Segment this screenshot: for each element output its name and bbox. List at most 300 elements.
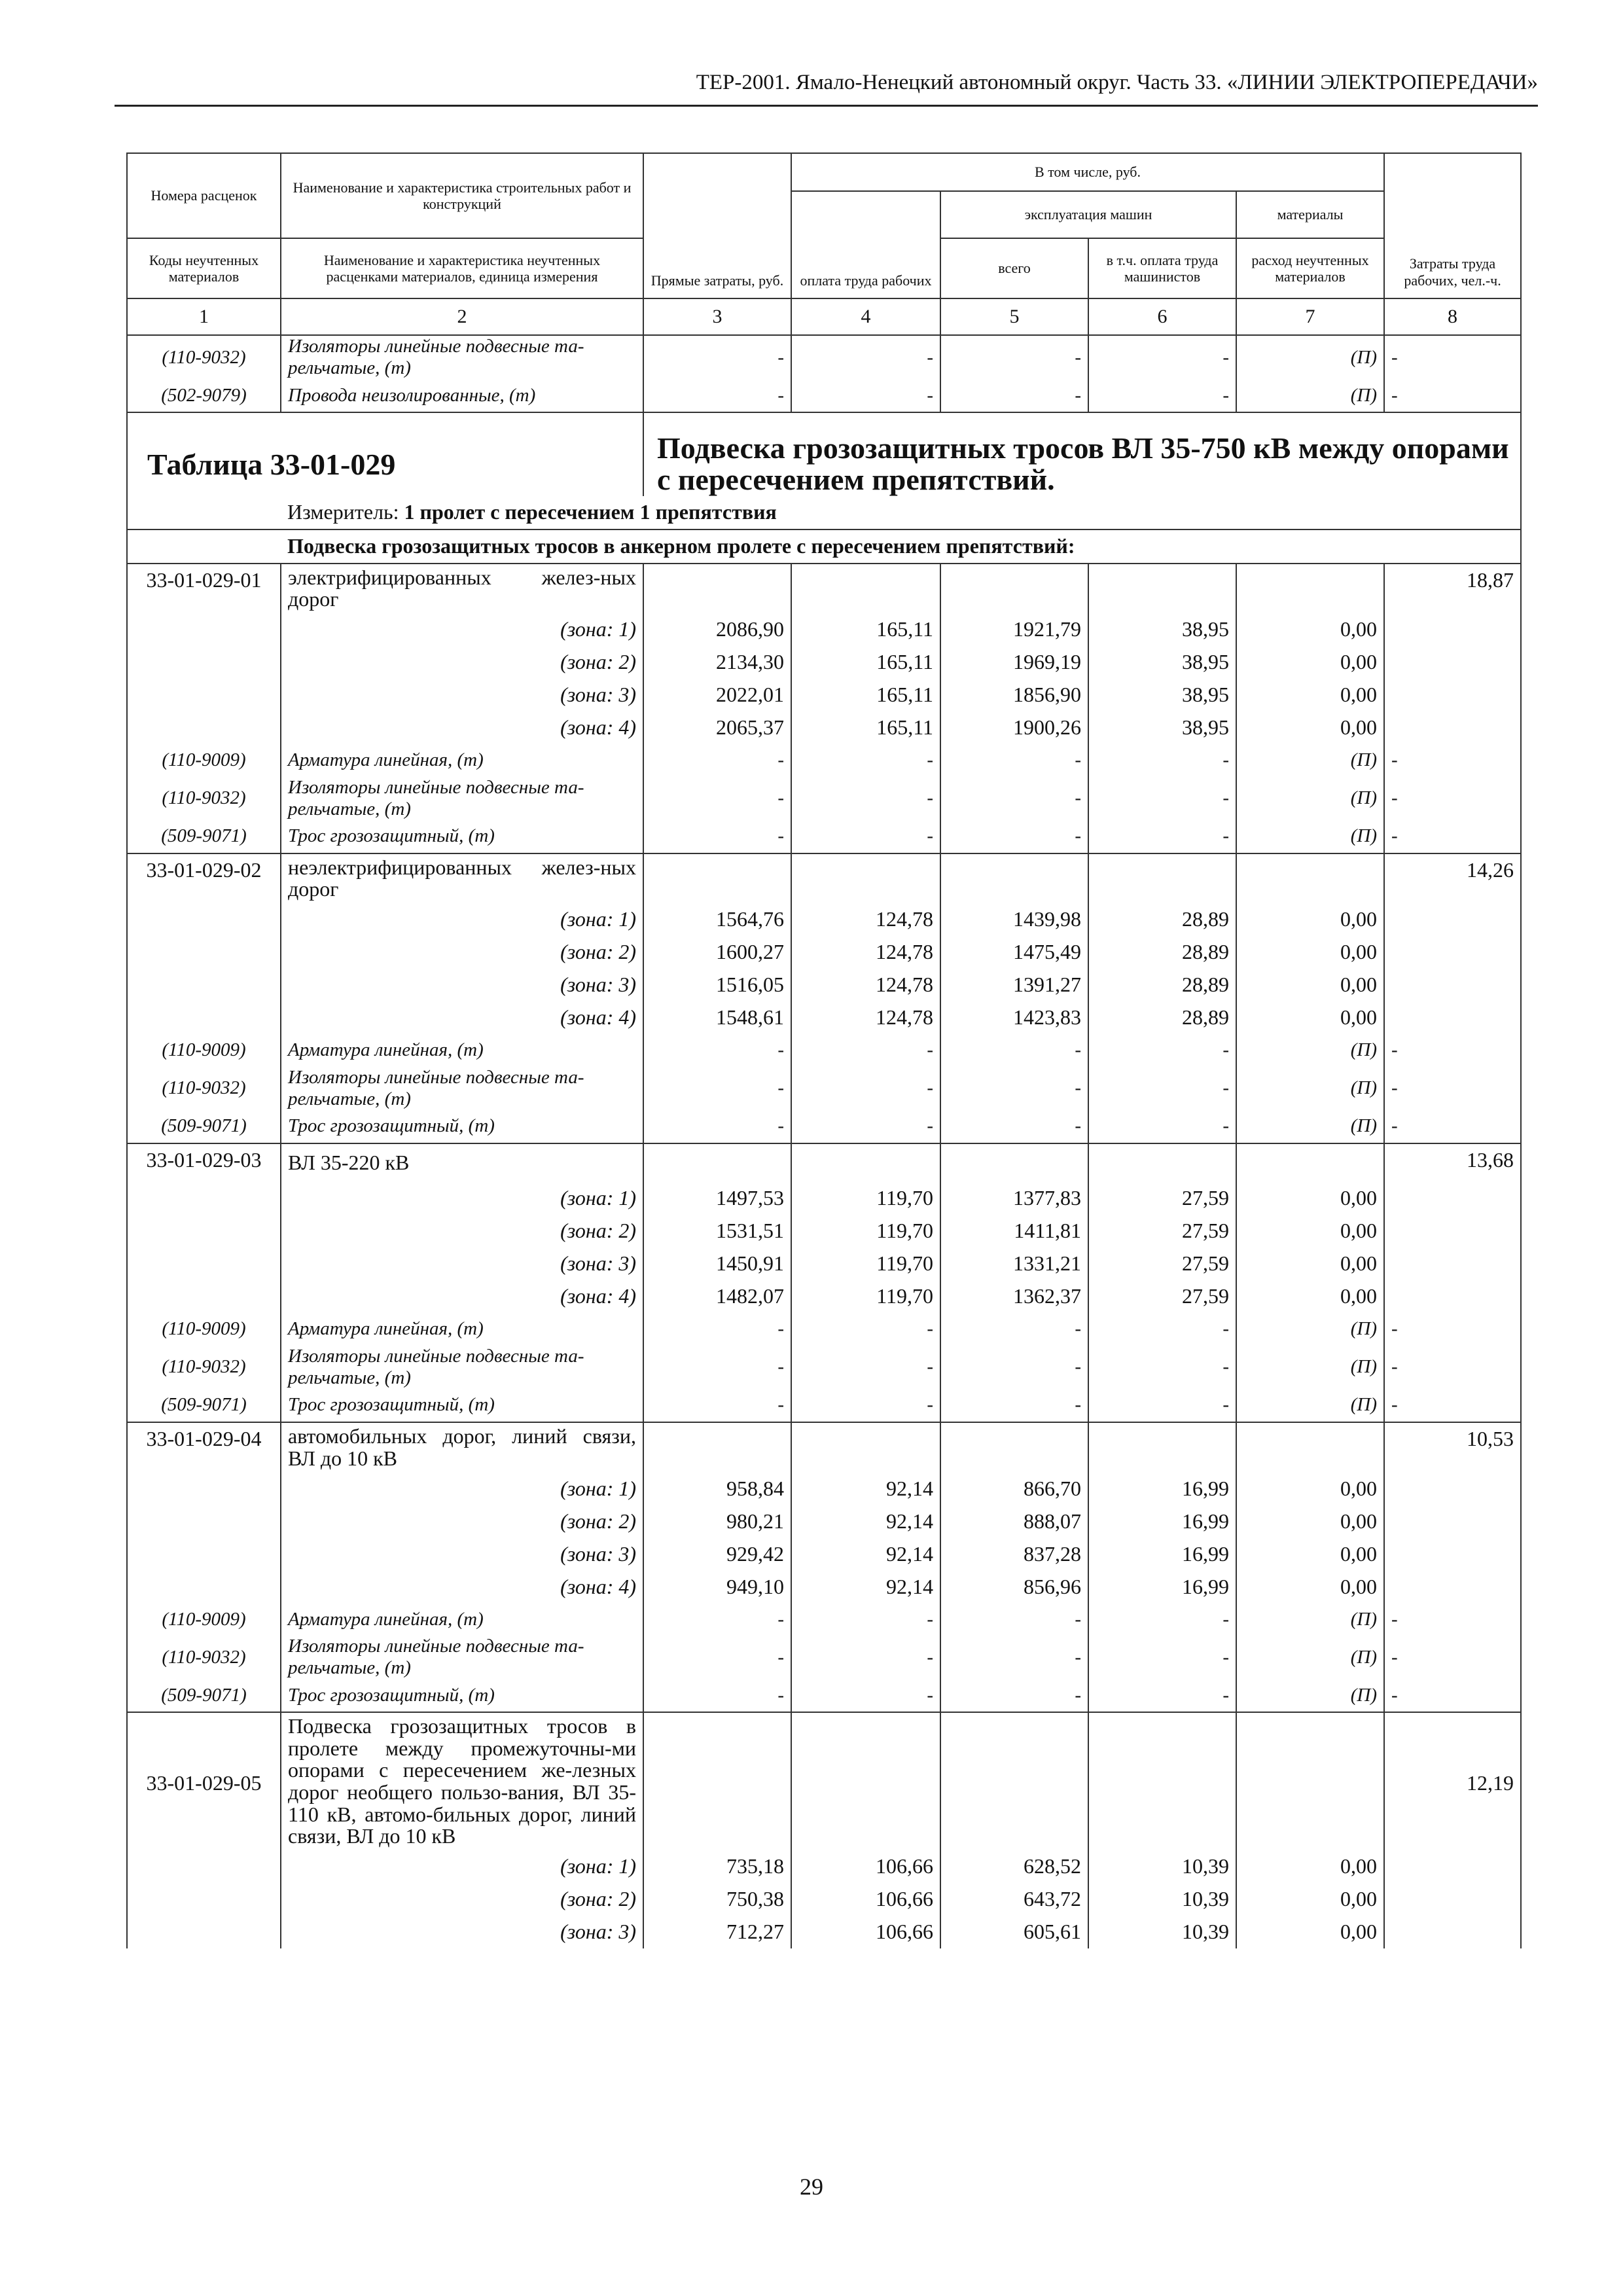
cell-materials: (П) <box>1236 335 1384 379</box>
cell-operators: - <box>1088 744 1236 777</box>
cell-machines: - <box>940 1034 1088 1067</box>
hdr-group-mat: материалы <box>1236 191 1384 238</box>
cell-machines: - <box>940 1636 1088 1679</box>
cell-direct: 2086,90 <box>643 613 791 646</box>
cell-materials: (П) <box>1236 1636 1384 1679</box>
cell-labor-pay: 124,78 <box>791 936 940 969</box>
cell-operators: 16,99 <box>1088 1472 1236 1505</box>
cell-direct: 1531,51 <box>643 1215 791 1247</box>
cell-materials: (П) <box>1236 744 1384 777</box>
cell-labor-pay: 119,70 <box>791 1280 940 1313</box>
zone-row <box>127 646 1521 679</box>
cell-machines: - <box>940 1067 1088 1110</box>
zone-label: (зона: 3) <box>281 1537 643 1570</box>
material-row <box>127 1313 1521 1346</box>
zone-label: (зона: 4) <box>281 711 643 744</box>
cell-labor: - <box>1384 820 1521 853</box>
material-row <box>127 1110 1521 1143</box>
table-number: Таблица 33-01-029 <box>127 412 643 496</box>
table-name: Подвеска грозозащитных тросов ВЛ 35-750 кВ между опорами с пересечением препятствий. <box>643 412 1521 496</box>
col-number: 3 <box>643 298 791 335</box>
cell-materials: 0,00 <box>1236 1472 1384 1505</box>
cell-machines: - <box>940 777 1088 820</box>
rate-code: 33-01-029-01 <box>127 564 281 613</box>
labor-hours: 13,68 <box>1384 1143 1521 1182</box>
hdr-group-mach: эксплуатация машин <box>940 191 1236 238</box>
table-title-row <box>127 412 1521 496</box>
cell-materials: 0,00 <box>1236 1570 1384 1603</box>
cell-operators: 28,89 <box>1088 903 1236 936</box>
rate-row <box>127 564 1521 613</box>
running-header: ТЕР-2001. Ямало-Ненецкий автономный округ. Часть 33. «ЛИНИИ ЭЛЕКТРОПЕРЕДАЧИ» <box>696 71 1538 94</box>
cell-materials: (П) <box>1236 820 1384 853</box>
cell-operators: 27,59 <box>1088 1247 1236 1280</box>
cell-operators: 27,59 <box>1088 1182 1236 1215</box>
cell-direct: - <box>643 1110 791 1143</box>
cell-direct: - <box>643 1346 791 1389</box>
col-number: 5 <box>940 298 1088 335</box>
cell-machines: - <box>940 744 1088 777</box>
hdr-col7: расход неучтенных материалов <box>1236 238 1384 298</box>
rate-name: автомобильных дорог, линий связи, ВЛ до 10 кВ <box>281 1422 643 1472</box>
material-code: (110-9009) <box>127 1034 281 1067</box>
cell-operators: 28,89 <box>1088 1001 1236 1034</box>
cell-materials: (П) <box>1236 1389 1384 1422</box>
col-number: 1 <box>127 298 281 335</box>
cell-operators: 16,99 <box>1088 1570 1236 1603</box>
material-row <box>127 777 1521 820</box>
cell-operators: 38,95 <box>1088 679 1236 711</box>
zone-label: (зона: 2) <box>281 936 643 969</box>
cell-machines: - <box>940 1313 1088 1346</box>
zone-row <box>127 1537 1521 1570</box>
cell-labor-pay: 106,66 <box>791 1883 940 1916</box>
cell-materials: 0,00 <box>1236 613 1384 646</box>
cell-labor: - <box>1384 1679 1521 1712</box>
rate-name: неэлектрифицированных желез-ных дорог <box>281 853 643 903</box>
cell-machines: 1423,83 <box>940 1001 1088 1034</box>
cell-direct: 958,84 <box>643 1472 791 1505</box>
zone-row <box>127 1883 1521 1916</box>
cell-labor-pay: 92,14 <box>791 1537 940 1570</box>
cell-machines: 1439,98 <box>940 903 1088 936</box>
cell-labor-pay: 124,78 <box>791 903 940 936</box>
hdr-col4: оплата труда рабочих <box>791 191 940 298</box>
zone-label: (зона: 1) <box>281 1472 643 1505</box>
material-row <box>127 1034 1521 1067</box>
cell-operators: 10,39 <box>1088 1916 1236 1948</box>
material-name: Арматура линейная, (т) <box>281 744 643 777</box>
cell-materials: 0,00 <box>1236 646 1384 679</box>
cell-labor: - <box>1384 1313 1521 1346</box>
zone-row <box>127 1505 1521 1537</box>
zone-row <box>127 711 1521 744</box>
material-name: Изоляторы линейные подвесные та-рельчатые, (т) <box>281 1346 643 1389</box>
cell-labor: - <box>1384 379 1521 412</box>
material-name: Арматура линейная, (т) <box>281 1603 643 1636</box>
cell-labor: - <box>1384 1110 1521 1143</box>
column-numbers-row <box>127 298 1521 335</box>
cell-materials: (П) <box>1236 1603 1384 1636</box>
cell-machines: 643,72 <box>940 1883 1088 1916</box>
rate-row <box>127 1422 1521 1472</box>
zone-row <box>127 1247 1521 1280</box>
cell-labor-pay: - <box>791 777 940 820</box>
material-name: Изоляторы линейные подвесные та-рельчатые, (т) <box>281 335 643 379</box>
cell-operators: 16,99 <box>1088 1537 1236 1570</box>
cell-machines: - <box>940 1110 1088 1143</box>
cell-direct: - <box>643 379 791 412</box>
cell-labor-pay: 124,78 <box>791 969 940 1001</box>
cell-labor-pay: - <box>791 820 940 853</box>
labor-hours: 18,87 <box>1384 564 1521 613</box>
cell-operators: - <box>1088 379 1236 412</box>
cell-operators: 38,95 <box>1088 711 1236 744</box>
cell-labor-pay: - <box>791 1679 940 1712</box>
cell-labor-pay: 165,11 <box>791 679 940 711</box>
zone-label: (зона: 2) <box>281 1883 643 1916</box>
col-number: 2 <box>281 298 643 335</box>
measure-value: 1 пролет с пересечением 1 препятствия <box>404 500 777 524</box>
cell-operators: 16,99 <box>1088 1505 1236 1537</box>
material-code: (509-9071) <box>127 1110 281 1143</box>
material-name: Трос грозозащитный, (т) <box>281 820 643 853</box>
cell-machines: - <box>940 379 1088 412</box>
cell-materials: 0,00 <box>1236 1001 1384 1034</box>
hdr-col3: Прямые затраты, руб. <box>643 153 791 298</box>
cell-materials: 0,00 <box>1236 711 1384 744</box>
cell-direct: - <box>643 820 791 853</box>
cell-machines: 1921,79 <box>940 613 1088 646</box>
cell-direct: - <box>643 335 791 379</box>
zone-row <box>127 1850 1521 1883</box>
cell-direct: - <box>643 1679 791 1712</box>
subheading: Подвеска грозозащитных тросов в анкерном пролете с пересечением препятствий: <box>281 529 1521 564</box>
rate-name: электрифицированных желез-ных дорог <box>281 564 643 613</box>
material-code: (509-9071) <box>127 1679 281 1712</box>
cell-labor-pay: - <box>791 1603 940 1636</box>
cell-labor-pay: 165,11 <box>791 646 940 679</box>
material-name: Изоляторы линейные подвесные та-рельчатые, (т) <box>281 1067 643 1110</box>
zone-label: (зона: 2) <box>281 646 643 679</box>
zone-label: (зона: 1) <box>281 613 643 646</box>
cell-materials: 0,00 <box>1236 1182 1384 1215</box>
material-code: (502-9079) <box>127 379 281 412</box>
cell-materials: 0,00 <box>1236 969 1384 1001</box>
page-number: 29 <box>800 2174 823 2200</box>
material-code: (110-9032) <box>127 335 281 379</box>
cell-labor-pay: - <box>791 744 940 777</box>
zone-row <box>127 1001 1521 1034</box>
hdr-col6: в т.ч. оплата труда машинистов <box>1088 238 1236 298</box>
cell-operators: - <box>1088 1067 1236 1110</box>
material-row <box>127 820 1521 853</box>
cell-labor-pay: - <box>791 1313 940 1346</box>
subheading-row <box>127 529 1521 564</box>
cell-machines: 837,28 <box>940 1537 1088 1570</box>
zone-label: (зона: 2) <box>281 1505 643 1537</box>
cell-machines: 1362,37 <box>940 1280 1088 1313</box>
measure-row <box>127 496 1521 529</box>
material-name: Арматура линейная, (т) <box>281 1034 643 1067</box>
zone-row <box>127 1182 1521 1215</box>
material-row <box>127 744 1521 777</box>
zone-label: (зона: 3) <box>281 1247 643 1280</box>
cell-machines: - <box>940 1346 1088 1389</box>
rate-name: Подвеска грозозащитных тросов в пролете между промежуточны-ми опорами с пересечением же-лезных дорог необщего пользо-вания, ВЛ 35-110 кВ, автомо-бильных дорог, линий связи, ВЛ до 10 кВ <box>281 1712 643 1850</box>
cell-labor-pay: 165,11 <box>791 711 940 744</box>
cell-direct: - <box>643 777 791 820</box>
cell-materials: 0,00 <box>1236 1280 1384 1313</box>
cell-operators: 38,95 <box>1088 613 1236 646</box>
hdr-col2-top: Наименование и характеристика строительных работ и конструкций <box>281 153 643 238</box>
zone-row <box>127 1280 1521 1313</box>
material-row <box>127 1346 1521 1389</box>
cell-machines: 1377,83 <box>940 1182 1088 1215</box>
cell-labor-pay: 106,66 <box>791 1916 940 1948</box>
cell-operators: - <box>1088 1034 1236 1067</box>
cell-labor-pay: 165,11 <box>791 613 940 646</box>
material-code: (110-9009) <box>127 744 281 777</box>
col-number: 8 <box>1384 298 1521 335</box>
price-table <box>126 152 1522 1948</box>
cell-operators: - <box>1088 1636 1236 1679</box>
cell-operators: 28,89 <box>1088 936 1236 969</box>
cell-direct: - <box>643 1389 791 1422</box>
cell-direct: 1564,76 <box>643 903 791 936</box>
cell-direct: 1600,27 <box>643 936 791 969</box>
cell-direct: 2065,37 <box>643 711 791 744</box>
cell-labor-pay: 106,66 <box>791 1850 940 1883</box>
zone-row <box>127 679 1521 711</box>
cell-machines: - <box>940 1389 1088 1422</box>
cell-direct: 750,38 <box>643 1883 791 1916</box>
cell-labor-pay: 92,14 <box>791 1570 940 1603</box>
cell-labor-pay: 92,14 <box>791 1505 940 1537</box>
cell-machines: - <box>940 820 1088 853</box>
cell-operators: - <box>1088 1389 1236 1422</box>
hdr-group-incl: В том числе, руб. <box>791 153 1384 191</box>
measure-label: Измеритель: <box>287 500 399 524</box>
rate-code: 33-01-029-04 <box>127 1422 281 1472</box>
cell-direct: 1548,61 <box>643 1001 791 1034</box>
cell-direct: 1482,07 <box>643 1280 791 1313</box>
cell-direct: - <box>643 1636 791 1679</box>
zone-label: (зона: 3) <box>281 969 643 1001</box>
cell-machines: - <box>940 1603 1088 1636</box>
rate-row <box>127 1712 1521 1850</box>
cell-labor: - <box>1384 777 1521 820</box>
cell-operators: 27,59 <box>1088 1280 1236 1313</box>
cell-labor-pay: 92,14 <box>791 1472 940 1505</box>
material-code: (110-9032) <box>127 777 281 820</box>
zone-row <box>127 1570 1521 1603</box>
cell-direct: 1516,05 <box>643 969 791 1001</box>
material-name: Провода неизолированные, (т) <box>281 379 643 412</box>
cell-materials: 0,00 <box>1236 1916 1384 1948</box>
cell-machines: 888,07 <box>940 1505 1088 1537</box>
cell-operators: 28,89 <box>1088 969 1236 1001</box>
zone-row <box>127 1916 1521 1948</box>
cell-machines: - <box>940 335 1088 379</box>
zone-row <box>127 1472 1521 1505</box>
cell-direct: - <box>643 1067 791 1110</box>
labor-hours: 12,19 <box>1384 1712 1521 1850</box>
cell-direct: - <box>643 1034 791 1067</box>
cell-direct: 2134,30 <box>643 646 791 679</box>
material-row <box>127 1636 1521 1679</box>
material-name: Трос грозозащитный, (т) <box>281 1679 643 1712</box>
cell-machines: 856,96 <box>940 1570 1088 1603</box>
cell-operators: - <box>1088 1110 1236 1143</box>
cell-operators: 38,95 <box>1088 646 1236 679</box>
cell-materials: 0,00 <box>1236 903 1384 936</box>
cell-machines: 1331,21 <box>940 1247 1088 1280</box>
cell-labor-pay: - <box>791 379 940 412</box>
cell-direct: 949,10 <box>643 1570 791 1603</box>
material-name: Трос грозозащитный, (т) <box>281 1110 643 1143</box>
cell-materials: 0,00 <box>1236 1850 1384 1883</box>
material-code: (509-9071) <box>127 1389 281 1422</box>
labor-hours: 14,26 <box>1384 853 1521 903</box>
cell-operators: 10,39 <box>1088 1850 1236 1883</box>
cell-materials: 0,00 <box>1236 1883 1384 1916</box>
cell-materials: 0,00 <box>1236 1247 1384 1280</box>
cell-direct: 2022,01 <box>643 679 791 711</box>
cell-labor: - <box>1384 335 1521 379</box>
cell-materials: (П) <box>1236 1679 1384 1712</box>
cell-direct: 1497,53 <box>643 1182 791 1215</box>
col-number: 4 <box>791 298 940 335</box>
material-code: (110-9009) <box>127 1313 281 1346</box>
cell-machines: 1900,26 <box>940 711 1088 744</box>
material-code: (110-9032) <box>127 1636 281 1679</box>
cell-machines: 866,70 <box>940 1472 1088 1505</box>
cell-machines: 628,52 <box>940 1850 1088 1883</box>
rate-row <box>127 853 1521 903</box>
cell-direct: 735,18 <box>643 1850 791 1883</box>
cell-operators: - <box>1088 1679 1236 1712</box>
col-number: 7 <box>1236 298 1384 335</box>
cell-operators: - <box>1088 820 1236 853</box>
material-name: Трос грозозащитный, (т) <box>281 1389 643 1422</box>
zone-label: (зона: 1) <box>281 1182 643 1215</box>
hdr-col2-bottom: Наименование и характеристика неучтенных расценками материалов, единица измерения <box>281 238 643 298</box>
cell-materials: 0,00 <box>1236 936 1384 969</box>
cell-direct: 1450,91 <box>643 1247 791 1280</box>
cell-materials: (П) <box>1236 777 1384 820</box>
zone-row <box>127 969 1521 1001</box>
cell-labor: - <box>1384 1067 1521 1110</box>
cell-labor: - <box>1384 1034 1521 1067</box>
zone-row <box>127 613 1521 646</box>
cell-labor-pay: 119,70 <box>791 1215 940 1247</box>
hdr-col1-bottom: Коды неучтенных материалов <box>127 238 281 298</box>
cell-labor: - <box>1384 1346 1521 1389</box>
material-row <box>127 1603 1521 1636</box>
material-code: (509-9071) <box>127 820 281 853</box>
cell-labor-pay: - <box>791 1067 940 1110</box>
material-row <box>127 335 1521 379</box>
cell-labor: - <box>1384 1389 1521 1422</box>
cell-operators: - <box>1088 335 1236 379</box>
cell-labor-pay: - <box>791 1110 940 1143</box>
cell-direct: - <box>643 744 791 777</box>
cell-machines: 605,61 <box>940 1916 1088 1948</box>
cell-materials: (П) <box>1236 1034 1384 1067</box>
material-name: Изоляторы линейные подвесные та-рельчатые, (т) <box>281 1636 643 1679</box>
cell-materials: (П) <box>1236 1313 1384 1346</box>
cell-labor-pay: - <box>791 1034 940 1067</box>
material-row <box>127 1389 1521 1422</box>
cell-labor: - <box>1384 1636 1521 1679</box>
zone-label: (зона: 4) <box>281 1280 643 1313</box>
rate-name: ВЛ 35-220 кВ <box>281 1143 643 1182</box>
cell-machines: 1969,19 <box>940 646 1088 679</box>
cell-materials: (П) <box>1236 1110 1384 1143</box>
cell-operators: - <box>1088 1313 1236 1346</box>
cell-materials: (П) <box>1236 1346 1384 1389</box>
material-row <box>127 379 1521 412</box>
material-code: (110-9032) <box>127 1346 281 1389</box>
cell-direct: - <box>643 1603 791 1636</box>
zone-label: (зона: 4) <box>281 1570 643 1603</box>
cell-direct: 980,21 <box>643 1505 791 1537</box>
cell-materials: (П) <box>1236 1067 1384 1110</box>
cell-direct: 929,42 <box>643 1537 791 1570</box>
hdr-col8: Затраты труда рабочих, чел.-ч. <box>1384 153 1521 298</box>
cell-machines: 1411,81 <box>940 1215 1088 1247</box>
zone-label: (зона: 2) <box>281 1215 643 1247</box>
cell-materials: 0,00 <box>1236 1505 1384 1537</box>
material-name: Арматура линейная, (т) <box>281 1313 643 1346</box>
zone-label: (зона: 1) <box>281 1850 643 1883</box>
cell-machines: 1856,90 <box>940 679 1088 711</box>
cell-materials: 0,00 <box>1236 679 1384 711</box>
cell-labor-pay: 124,78 <box>791 1001 940 1034</box>
rate-row <box>127 1143 1521 1182</box>
col-number: 6 <box>1088 298 1236 335</box>
cell-labor-pay: - <box>791 1636 940 1679</box>
zone-label: (зона: 4) <box>281 1001 643 1034</box>
material-code: (110-9032) <box>127 1067 281 1110</box>
zone-label: (зона: 3) <box>281 679 643 711</box>
zone-row <box>127 903 1521 936</box>
material-row <box>127 1067 1521 1110</box>
cell-operators: - <box>1088 1603 1236 1636</box>
cell-operators: - <box>1088 777 1236 820</box>
hdr-col5: всего <box>940 238 1088 298</box>
cell-materials: (П) <box>1236 379 1384 412</box>
material-name: Изоляторы линейные подвесные та-рельчатые, (т) <box>281 777 643 820</box>
cell-labor-pay: - <box>791 335 940 379</box>
cell-materials: 0,00 <box>1236 1537 1384 1570</box>
cell-direct: 712,27 <box>643 1916 791 1948</box>
cell-machines: 1475,49 <box>940 936 1088 969</box>
cell-machines: 1391,27 <box>940 969 1088 1001</box>
cell-direct: - <box>643 1313 791 1346</box>
hdr-col1-top: Номера расценок <box>127 153 281 238</box>
cell-labor-pay: - <box>791 1389 940 1422</box>
labor-hours: 10,53 <box>1384 1422 1521 1472</box>
rate-code: 33-01-029-05 <box>127 1712 281 1850</box>
cell-labor: - <box>1384 1603 1521 1636</box>
rate-code: 33-01-029-03 <box>127 1143 281 1182</box>
zone-label: (зона: 3) <box>281 1916 643 1948</box>
cell-operators: 10,39 <box>1088 1883 1236 1916</box>
cell-materials: 0,00 <box>1236 1215 1384 1247</box>
cell-labor: - <box>1384 744 1521 777</box>
